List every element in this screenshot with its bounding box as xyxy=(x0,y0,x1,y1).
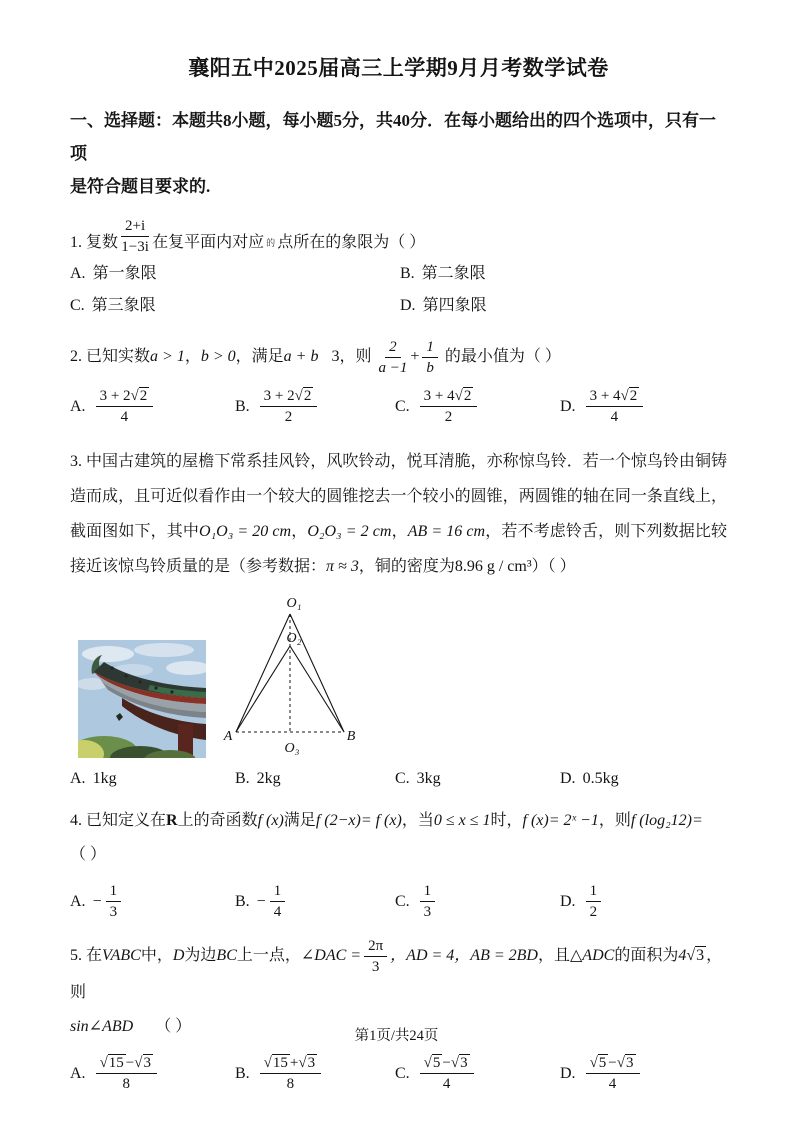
option-fraction xyxy=(420,882,436,921)
q5-option-b xyxy=(235,1054,395,1093)
q5-frac-den: 3 xyxy=(371,959,380,975)
radicand: 2 xyxy=(629,388,638,404)
q5-text1: 5. 在 xyxy=(70,947,103,965)
q3-sep1: ， xyxy=(291,523,308,540)
radicand: 3 xyxy=(143,1055,151,1071)
q4-option-c xyxy=(395,882,560,921)
option-label: B. xyxy=(235,1064,250,1082)
frac-den: 4 xyxy=(442,1076,451,1092)
frac-num: 1 xyxy=(586,882,602,902)
section-heading-line2: 是符合题目要求的. xyxy=(70,177,211,196)
q2-plus-sign: + xyxy=(410,348,420,366)
q1-lead: 1. 复数 xyxy=(70,234,119,251)
q4-math-domain: 0 ≤ x ≤ 1 xyxy=(433,812,491,829)
frac-den: 2 xyxy=(284,409,293,425)
q5-text6: 的面积为 xyxy=(614,947,679,965)
footer-page-number: 第1页/共24页 xyxy=(354,1028,439,1044)
operator: − xyxy=(125,1055,135,1071)
q3-sep3: ， xyxy=(485,523,502,540)
q5-parens: （ ） xyxy=(155,1018,192,1035)
option-label: A. xyxy=(70,1064,86,1082)
q4-math-flog: f (log₂12)= xyxy=(630,812,703,829)
radicand: 15 xyxy=(272,1055,288,1071)
radicand: 3 xyxy=(696,947,705,965)
option-label: B. xyxy=(235,892,250,910)
section-heading xyxy=(70,104,727,203)
q4-text6: ，则 xyxy=(598,812,631,829)
option-label: C. xyxy=(395,892,410,910)
option-text: 2kg xyxy=(256,770,281,787)
question-4 xyxy=(70,804,727,921)
diagram-label-o2: O₂ xyxy=(286,631,302,646)
radicand: 3 xyxy=(307,1055,316,1071)
sqrt-radical xyxy=(264,1054,290,1071)
radicand: 5 xyxy=(598,1055,607,1071)
sqrt-radical xyxy=(131,387,150,404)
option-label: B. xyxy=(400,265,415,282)
cone-cross-section-diagram xyxy=(220,594,370,758)
frac-den: 3 xyxy=(423,904,432,920)
q4-text4: ，当 xyxy=(401,812,434,829)
q5-option-c xyxy=(395,1054,560,1093)
option-text: 第三象限 xyxy=(91,297,156,314)
sqrt-radical xyxy=(686,946,706,964)
sqrt-radical xyxy=(617,1054,636,1071)
sqrt-radical xyxy=(295,387,314,404)
option-fraction xyxy=(420,387,478,426)
sqrt-radical xyxy=(590,1054,609,1071)
diagram-label-a: A xyxy=(223,729,233,744)
q2-f2-den: b xyxy=(426,360,434,376)
q5-fraction xyxy=(364,937,387,976)
q5-math-sin-abd: sin∠ABD xyxy=(70,1018,134,1035)
option-fraction xyxy=(586,387,644,426)
option-label: D. xyxy=(560,892,576,910)
option-label: D. xyxy=(560,397,576,415)
frac-den: 3 xyxy=(109,904,118,920)
q2-fraction-1 xyxy=(378,338,407,377)
sqrt-radical xyxy=(451,1054,470,1071)
frac-num-pre: 3 + 4 xyxy=(589,388,621,404)
q4-text1: 4. 已知定义在 xyxy=(70,812,167,829)
option-label: B. xyxy=(235,770,250,787)
q2-option-a xyxy=(70,387,235,426)
q4-option-a xyxy=(70,882,235,921)
frac-num: 1 xyxy=(270,882,286,902)
option-label: C. xyxy=(395,397,410,415)
q3-text4: ）（ ） xyxy=(531,558,576,575)
q3-option-c xyxy=(395,770,560,788)
radicand: 2 xyxy=(303,388,312,404)
frac-den: 2 xyxy=(444,409,453,425)
option-text: 1kg xyxy=(92,770,117,787)
option-fraction xyxy=(270,882,286,921)
q5-math-d: D xyxy=(172,947,185,965)
q2-fraction-2 xyxy=(422,338,438,377)
sqrt-radical xyxy=(134,1054,153,1071)
sqrt-radical xyxy=(100,1054,126,1071)
option-label: C. xyxy=(395,1064,410,1082)
temple-eave-photo xyxy=(78,640,206,758)
diagram-label-o1: O₁ xyxy=(286,596,302,611)
q2-options xyxy=(70,387,727,426)
q5-math-angle-dac: ∠DAC = xyxy=(300,947,362,965)
q2-tail: 的最小值为（ ） xyxy=(444,348,561,366)
option-label: D. xyxy=(560,1064,576,1082)
q4-math-functional-eq: f (2−x)= f (x) xyxy=(315,812,402,829)
frac-den: 8 xyxy=(122,1076,131,1092)
q2-option-d xyxy=(560,387,727,426)
frac-num-pre: 3 + 2 xyxy=(99,388,131,404)
q3-options xyxy=(70,770,727,788)
option-label: A. xyxy=(70,265,86,282)
q1-option-a xyxy=(70,262,400,286)
option-label: D. xyxy=(560,770,576,787)
option-sign: − xyxy=(92,892,102,910)
radicand: 3 xyxy=(626,1055,634,1071)
option-label: A. xyxy=(70,397,86,415)
frac-num: 1 xyxy=(106,882,122,902)
q3-figure xyxy=(78,594,727,758)
q3-math-o2o3: O₂O₃ = 2 cm xyxy=(307,523,392,540)
option-fraction xyxy=(260,387,318,426)
option-label: B. xyxy=(235,397,250,415)
operator: + xyxy=(289,1055,299,1071)
option-text: 第四象限 xyxy=(422,297,487,314)
q2-sep3: ，则 xyxy=(339,348,372,366)
frac-num-pre: 3 + 2 xyxy=(263,388,295,404)
q5-text7: ，则 xyxy=(70,947,723,1001)
q2-lead: 2. 已知实数 xyxy=(70,348,151,366)
frac-num-pre: 3 + 4 xyxy=(423,388,455,404)
q5-options xyxy=(70,1054,727,1093)
radicand: 3 xyxy=(460,1055,468,1071)
q5-math-triangle-adc: △ADC xyxy=(570,947,615,965)
radicand: 5 xyxy=(432,1055,441,1071)
q4-text5: 时， xyxy=(490,812,523,829)
q1-option-c xyxy=(70,294,400,318)
q1-options xyxy=(70,262,727,318)
q5-frac-num: 2π xyxy=(364,937,387,957)
radicand: 2 xyxy=(463,388,472,404)
q1-option-d xyxy=(400,294,727,318)
q3-option-d xyxy=(560,770,727,788)
question-2-stem xyxy=(70,338,727,377)
radicand: 15 xyxy=(108,1055,124,1071)
option-label: A. xyxy=(70,770,86,787)
frac-num: 1 xyxy=(420,882,436,902)
q4-real-set-symbol: R xyxy=(166,812,178,829)
frac-den: 4 xyxy=(273,904,282,920)
option-text: 3kg xyxy=(416,770,441,787)
option-text: 第二象限 xyxy=(421,265,486,282)
question-5 xyxy=(70,937,727,1093)
q3-text2: 若不考虑铃舌，则下列数据比较接近该惊鸟铃质量的是（参考数据： xyxy=(70,523,728,575)
q5-option-d xyxy=(560,1054,727,1093)
q5-text5: ，且 xyxy=(537,947,570,965)
q1-superscript-artifact: 的 xyxy=(266,238,276,248)
option-fraction xyxy=(96,1054,157,1093)
q2-value-3: 3 xyxy=(331,348,340,366)
q5-math-triangle-abc: VABC xyxy=(102,947,141,965)
q4-math-fx: f (x) xyxy=(257,812,284,829)
option-label: A. xyxy=(70,892,86,910)
sqrt-radical xyxy=(424,1054,443,1071)
q4-math-fx-def: f (x)= 2ˣ −1 xyxy=(522,812,599,829)
diagram-label-o3: O₃ xyxy=(284,741,300,756)
frac-den: 2 xyxy=(589,904,598,920)
q4-option-d xyxy=(560,882,727,921)
q3-text1: 3. 中国古建筑的屋檐下常系挂风铃，风吹铃动，悦耳清脆，亦称惊鸟铃．若一个惊鸟铃由铜铸造而成，且可近似看作由一个较大的圆锥挖去一个较小的圆锥，两圆锥的轴在同一条直线上，截面图如下，其中 xyxy=(70,453,727,540)
q5-text4: 上一点， xyxy=(236,947,301,965)
q2-sep2: ，满足 xyxy=(235,348,284,366)
sqrt-radical xyxy=(298,1054,317,1071)
question-1-stem xyxy=(70,217,727,254)
page-title: 襄阳五中2025届高三上学期9月月考数学试卷 xyxy=(188,56,609,80)
option-fraction xyxy=(586,1054,640,1093)
q1-fraction-numerator: 2+i xyxy=(121,217,149,237)
q4-text3: 满足 xyxy=(283,812,316,829)
question-4-stem xyxy=(70,804,727,838)
option-sign: − xyxy=(256,892,266,910)
option-text: 第一象限 xyxy=(92,265,157,282)
q1-tail: 点所在的象限为（ ） xyxy=(277,234,426,251)
option-label: C. xyxy=(70,297,85,314)
q3-option-b xyxy=(235,770,395,788)
section-heading-line1: 一、选择题：本题共8小题，每小题5分，共40分．在每小题给出的四个选项中，只有一项 xyxy=(70,111,716,163)
q1-fraction-denominator: 1−3i xyxy=(121,239,149,255)
operator: − xyxy=(608,1055,617,1071)
option-fraction xyxy=(96,387,154,426)
q5-coeff-4: 4 xyxy=(678,947,687,965)
sqrt-radical xyxy=(455,387,474,404)
q3-math-ab: AB = 16 cm xyxy=(407,523,486,540)
q3-text3: ，铜的密度为 xyxy=(358,558,455,575)
q2-math-b: b > 0 xyxy=(200,348,236,366)
q2-math-ab: a + b xyxy=(283,348,319,366)
q1-mid: 在复平面内对应 xyxy=(152,234,265,251)
q4-parens: （ ） xyxy=(70,846,107,863)
diagram-label-b: B xyxy=(346,729,356,744)
option-text: 0.5kg xyxy=(582,770,619,787)
option-fraction xyxy=(260,1054,321,1093)
q2-f1-num: 2 xyxy=(385,338,401,358)
q3-math-o1o3: O₁O₃ = 20 cm xyxy=(199,523,292,540)
question-1 xyxy=(70,217,727,318)
option-fraction xyxy=(420,1054,474,1093)
q4-option-b xyxy=(235,882,395,921)
q4-options xyxy=(70,882,727,921)
frac-den: 8 xyxy=(286,1076,295,1092)
q5-math-ad-ab: ，AD = 4，AB = 2BD xyxy=(390,947,538,965)
q3-sep2: ， xyxy=(391,523,408,540)
q2-option-b xyxy=(235,387,395,426)
q2-option-c xyxy=(395,387,560,426)
option-label: D. xyxy=(400,297,416,314)
q1-option-b xyxy=(400,262,727,286)
q2-math-a: a > 1 xyxy=(150,348,185,366)
radicand: 2 xyxy=(139,388,148,404)
q5-text2: 中， xyxy=(140,947,173,965)
q3-density: 8.96 g / cm³ xyxy=(454,558,532,575)
q2-sep1: ， xyxy=(184,348,201,366)
q3-math-pi: π ≈ 3 xyxy=(326,558,359,575)
frac-den: 4 xyxy=(610,409,619,425)
question-2 xyxy=(70,338,727,426)
option-label: C. xyxy=(395,770,410,787)
operator: − xyxy=(442,1055,451,1071)
question-3-stem xyxy=(70,444,727,584)
q5-math-bc: BC xyxy=(216,947,237,965)
option-fraction xyxy=(586,882,602,921)
q4-text2: 上的奇函数 xyxy=(177,812,258,829)
sqrt-radical xyxy=(621,387,640,404)
q5-text3: 为边 xyxy=(184,947,217,965)
question-5-stem xyxy=(70,937,727,1010)
q2-f1-den: a −1 xyxy=(378,360,408,376)
q1-fraction xyxy=(121,217,149,256)
frac-den: 4 xyxy=(608,1076,617,1092)
q5-option-a xyxy=(70,1054,235,1093)
q4-answer-parens xyxy=(70,838,727,872)
q2-f2-num: 1 xyxy=(422,338,438,358)
question-3 xyxy=(70,444,727,788)
option-fraction xyxy=(106,882,122,921)
q3-option-a xyxy=(70,770,235,788)
frac-den: 4 xyxy=(120,409,129,425)
